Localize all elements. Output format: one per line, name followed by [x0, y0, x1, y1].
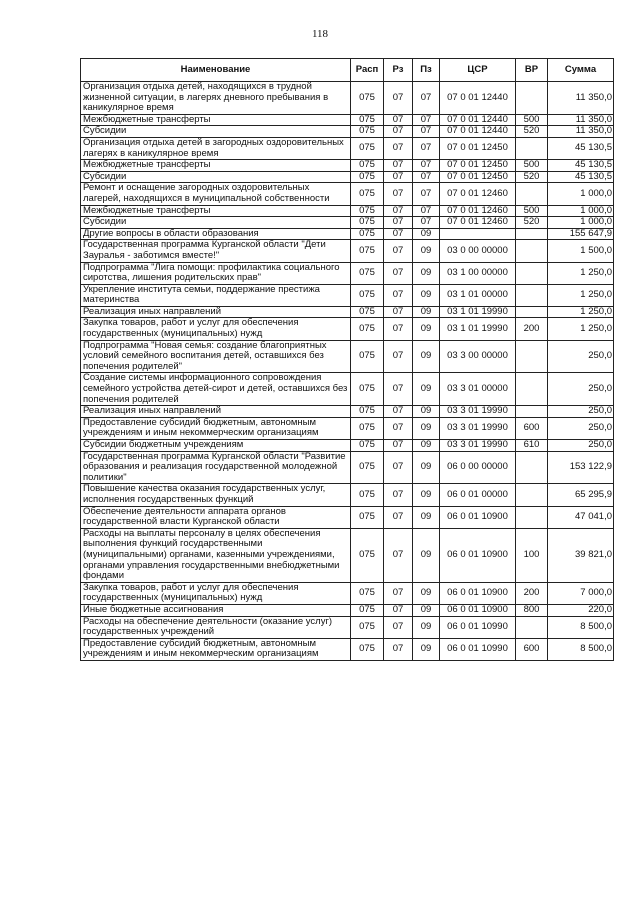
cell-csr: 06 0 01 00000	[440, 484, 516, 506]
table-row	[81, 451, 614, 484]
cell-csr: 07 0 01 12460	[440, 205, 516, 217]
cell-pz: 09	[413, 638, 440, 660]
table-row	[81, 137, 614, 159]
cell-pz: 09	[413, 506, 440, 528]
cell-pz: 09	[413, 417, 440, 439]
cell-name: Подпрограмма "Лига помощи: профилактика социального сиротства, лишения родительских прав"	[81, 262, 351, 284]
cell-name: Субсидии	[81, 126, 351, 138]
cell-csr: 07 0 01 12440	[440, 126, 516, 138]
table-row	[81, 440, 614, 452]
cell-rz: 07	[384, 604, 413, 616]
cell-vr	[516, 451, 548, 484]
header-pz: Пз	[413, 59, 440, 82]
cell-csr: 03 3 01 19990	[440, 406, 516, 418]
cell-csr	[440, 228, 516, 240]
cell-name: Реализация иных направлений	[81, 306, 351, 318]
cell-vr: 100	[516, 528, 548, 582]
table-row	[81, 616, 614, 638]
cell-rz: 07	[384, 137, 413, 159]
cell-csr: 03 3 01 19990	[440, 440, 516, 452]
cell-vr	[516, 616, 548, 638]
cell-name: Субсидии	[81, 171, 351, 183]
cell-name: Обеспечение деятельности аппарата органов государственной власти Курганской области	[81, 506, 351, 528]
cell-csr: 06 0 01 10900	[440, 528, 516, 582]
cell-csr: 07 0 01 12460	[440, 183, 516, 205]
table-row	[81, 638, 614, 660]
cell-rz: 07	[384, 171, 413, 183]
cell-vr: 200	[516, 318, 548, 340]
header-rasp: Расп	[351, 59, 384, 82]
cell-name: Укрепление института семьи, поддержание престижа материнства	[81, 284, 351, 306]
cell-pz: 07	[413, 126, 440, 138]
table-row	[81, 228, 614, 240]
cell-sum: 250,0	[548, 340, 614, 373]
cell-pz: 09	[413, 318, 440, 340]
cell-rasp: 075	[351, 114, 384, 126]
cell-pz: 07	[413, 160, 440, 172]
cell-vr	[516, 228, 548, 240]
cell-rz: 07	[384, 528, 413, 582]
table-row	[81, 171, 614, 183]
cell-rz: 07	[384, 582, 413, 604]
cell-name: Расходы на обеспечение деятельности (оказание услуг) государственных учреждений	[81, 616, 351, 638]
cell-rasp: 075	[351, 217, 384, 229]
cell-rz: 07	[384, 160, 413, 172]
cell-rasp: 075	[351, 340, 384, 373]
cell-pz: 09	[413, 306, 440, 318]
cell-vr	[516, 240, 548, 262]
cell-rasp: 075	[351, 484, 384, 506]
cell-rasp: 075	[351, 406, 384, 418]
cell-csr: 03 3 01 00000	[440, 373, 516, 406]
cell-name: Создание системы информационного сопровождения семейного устройства детей-сирот и детей, оставшихся без попечения родителей	[81, 373, 351, 406]
cell-rz: 07	[384, 506, 413, 528]
cell-sum: 250,0	[548, 417, 614, 439]
cell-sum: 39 821,0	[548, 528, 614, 582]
cell-name: Закупка товаров, работ и услуг для обеспечения государственных (муниципальных) нужд	[81, 318, 351, 340]
table-row	[81, 604, 614, 616]
cell-rz: 07	[384, 417, 413, 439]
cell-pz: 09	[413, 528, 440, 582]
cell-rasp: 075	[351, 318, 384, 340]
cell-pz: 09	[413, 406, 440, 418]
cell-rz: 07	[384, 616, 413, 638]
cell-name: Закупка товаров, работ и услуг для обеспечения государственных (муниципальных) нужд	[81, 582, 351, 604]
cell-rasp: 075	[351, 373, 384, 406]
cell-csr: 07 0 01 12440	[440, 82, 516, 115]
header-vr: ВР	[516, 59, 548, 82]
cell-rz: 07	[384, 114, 413, 126]
cell-rasp: 075	[351, 417, 384, 439]
cell-vr: 520	[516, 217, 548, 229]
cell-sum: 47 041,0	[548, 506, 614, 528]
cell-csr: 06 0 00 00000	[440, 451, 516, 484]
cell-rasp: 075	[351, 284, 384, 306]
cell-csr: 07 0 01 12450	[440, 171, 516, 183]
cell-csr: 07 0 01 12450	[440, 160, 516, 172]
table-header-row	[81, 59, 614, 82]
cell-rz: 07	[384, 451, 413, 484]
cell-sum: 11 350,0	[548, 126, 614, 138]
cell-vr	[516, 484, 548, 506]
cell-vr: 800	[516, 604, 548, 616]
cell-rz: 07	[384, 183, 413, 205]
cell-sum: 8 500,0	[548, 616, 614, 638]
cell-rasp: 075	[351, 440, 384, 452]
cell-rz: 07	[384, 373, 413, 406]
cell-vr	[516, 406, 548, 418]
cell-rz: 07	[384, 126, 413, 138]
cell-sum: 45 130,5	[548, 171, 614, 183]
header-rz: Рз	[384, 59, 413, 82]
cell-name: Другие вопросы в области образования	[81, 228, 351, 240]
cell-vr	[516, 183, 548, 205]
cell-name: Ремонт и оснащение загородных оздоровительных лагерей, находящихся в муниципальной собственности	[81, 183, 351, 205]
cell-sum: 45 130,5	[548, 137, 614, 159]
cell-vr: 200	[516, 582, 548, 604]
cell-rz: 07	[384, 284, 413, 306]
cell-name: Организация отдыха детей в загородных оздоровительных лагерях в каникулярное время	[81, 137, 351, 159]
cell-pz: 07	[413, 183, 440, 205]
cell-rz: 07	[384, 440, 413, 452]
table-row	[81, 183, 614, 205]
cell-rz: 07	[384, 205, 413, 217]
header-name: Наименование	[81, 59, 351, 82]
header-csr: ЦСР	[440, 59, 516, 82]
cell-vr	[516, 340, 548, 373]
cell-csr: 06 0 01 10900	[440, 506, 516, 528]
cell-rz: 07	[384, 484, 413, 506]
cell-pz: 07	[413, 137, 440, 159]
cell-csr: 03 0 00 00000	[440, 240, 516, 262]
cell-rasp: 075	[351, 228, 384, 240]
cell-sum: 250,0	[548, 406, 614, 418]
cell-vr	[516, 306, 548, 318]
cell-rasp: 075	[351, 451, 384, 484]
cell-pz: 09	[413, 340, 440, 373]
table-row	[81, 284, 614, 306]
table-row	[81, 484, 614, 506]
table-row	[81, 506, 614, 528]
cell-rz: 07	[384, 262, 413, 284]
cell-pz: 09	[413, 228, 440, 240]
cell-pz: 07	[413, 82, 440, 115]
cell-sum: 1 250,0	[548, 284, 614, 306]
table-row	[81, 528, 614, 582]
cell-rz: 07	[384, 406, 413, 418]
cell-rz: 07	[384, 638, 413, 660]
cell-pz: 07	[413, 171, 440, 183]
cell-rz: 07	[384, 82, 413, 115]
cell-rasp: 075	[351, 205, 384, 217]
cell-pz: 09	[413, 604, 440, 616]
cell-rz: 07	[384, 228, 413, 240]
cell-pz: 09	[413, 373, 440, 406]
cell-csr: 03 3 01 19990	[440, 417, 516, 439]
cell-pz: 09	[413, 440, 440, 452]
cell-pz: 07	[413, 114, 440, 126]
table-row	[81, 126, 614, 138]
cell-name: Расходы на выплаты персоналу в целях обеспечения выполнения функций государственными (муниципальными) органами, казенными учреждениями, органами управления государственными внебюджетными фондами	[81, 528, 351, 582]
cell-rz: 07	[384, 340, 413, 373]
cell-name: Организация отдыха детей, находящихся в трудной жизненной ситуации, в лагерях дневного пребывания в каникулярное время	[81, 82, 351, 115]
cell-vr	[516, 373, 548, 406]
cell-rasp: 075	[351, 82, 384, 115]
cell-pz: 09	[413, 240, 440, 262]
table-row	[81, 582, 614, 604]
cell-csr: 07 0 01 12450	[440, 137, 516, 159]
table-row	[81, 82, 614, 115]
cell-name: Подпрограмма "Новая семья: создание благоприятных условий семейного воспитания детей, оставшихся без попечения родителей"	[81, 340, 351, 373]
cell-sum: 1 250,0	[548, 306, 614, 318]
cell-pz: 09	[413, 284, 440, 306]
cell-csr: 03 1 00 00000	[440, 262, 516, 284]
cell-name: Межбюджетные трансферты	[81, 114, 351, 126]
cell-csr: 03 1 01 00000	[440, 284, 516, 306]
cell-sum: 11 350,0	[548, 82, 614, 115]
cell-name: Государственная программа Курганской области "Дети Зауралья - заботимся вместе!"	[81, 240, 351, 262]
cell-rasp: 075	[351, 183, 384, 205]
table-row	[81, 306, 614, 318]
cell-rasp: 075	[351, 604, 384, 616]
cell-name: Межбюджетные трансферты	[81, 205, 351, 217]
table-row	[81, 217, 614, 229]
cell-rasp: 075	[351, 616, 384, 638]
cell-vr: 500	[516, 160, 548, 172]
cell-sum: 250,0	[548, 440, 614, 452]
cell-vr: 600	[516, 417, 548, 439]
cell-csr: 06 0 01 10990	[440, 638, 516, 660]
cell-sum: 153 122,9	[548, 451, 614, 484]
table-row	[81, 240, 614, 262]
cell-vr	[516, 506, 548, 528]
cell-rasp: 075	[351, 528, 384, 582]
cell-rasp: 075	[351, 137, 384, 159]
cell-sum: 45 130,5	[548, 160, 614, 172]
cell-sum: 7 000,0	[548, 582, 614, 604]
cell-sum: 155 647,9	[548, 228, 614, 240]
cell-sum: 11 350,0	[548, 114, 614, 126]
cell-vr: 520	[516, 171, 548, 183]
table-row	[81, 318, 614, 340]
cell-name: Иные бюджетные ассигнования	[81, 604, 351, 616]
cell-rasp: 075	[351, 171, 384, 183]
cell-pz: 09	[413, 616, 440, 638]
table-row	[81, 262, 614, 284]
cell-csr: 06 0 01 10900	[440, 582, 516, 604]
cell-rasp: 075	[351, 638, 384, 660]
table-row	[81, 114, 614, 126]
cell-pz: 07	[413, 217, 440, 229]
cell-name: Субсидии	[81, 217, 351, 229]
cell-vr: 610	[516, 440, 548, 452]
cell-name: Повышение качества оказания государственных услуг, исполнения государственных функций	[81, 484, 351, 506]
cell-vr: 500	[516, 114, 548, 126]
cell-pz: 09	[413, 582, 440, 604]
cell-pz: 09	[413, 451, 440, 484]
cell-rz: 07	[384, 318, 413, 340]
cell-rasp: 075	[351, 240, 384, 262]
cell-name: Межбюджетные трансферты	[81, 160, 351, 172]
page-number: 118	[311, 28, 329, 40]
cell-name: Предоставление субсидий бюджетным, автономным учреждениям и иным некоммерческим организациям	[81, 417, 351, 439]
cell-vr: 600	[516, 638, 548, 660]
cell-sum: 65 295,9	[548, 484, 614, 506]
cell-vr	[516, 137, 548, 159]
header-sum: Сумма	[548, 59, 614, 82]
cell-sum: 8 500,0	[548, 638, 614, 660]
cell-vr	[516, 284, 548, 306]
cell-rz: 07	[384, 217, 413, 229]
table-row	[81, 205, 614, 217]
cell-csr: 03 1 01 19990	[440, 306, 516, 318]
cell-sum: 1 000,0	[548, 183, 614, 205]
cell-rasp: 075	[351, 582, 384, 604]
cell-sum: 1 000,0	[548, 217, 614, 229]
cell-vr: 520	[516, 126, 548, 138]
cell-sum: 220,0	[548, 604, 614, 616]
cell-pz: 07	[413, 205, 440, 217]
cell-vr	[516, 262, 548, 284]
cell-vr	[516, 82, 548, 115]
cell-rz: 07	[384, 240, 413, 262]
cell-pz: 09	[413, 262, 440, 284]
cell-rasp: 075	[351, 126, 384, 138]
table-row	[81, 406, 614, 418]
cell-rasp: 075	[351, 262, 384, 284]
cell-sum: 250,0	[548, 373, 614, 406]
table-row	[81, 340, 614, 373]
budget-table	[80, 58, 614, 661]
table-row	[81, 373, 614, 406]
cell-name: Реализация иных направлений	[81, 406, 351, 418]
cell-sum: 1 250,0	[548, 262, 614, 284]
cell-rasp: 075	[351, 306, 384, 318]
table-row	[81, 160, 614, 172]
cell-csr: 03 1 01 19990	[440, 318, 516, 340]
cell-csr: 07 0 01 12440	[440, 114, 516, 126]
cell-pz: 09	[413, 484, 440, 506]
cell-rasp: 075	[351, 506, 384, 528]
cell-name: Предоставление субсидий бюджетным, автономным учреждениям и иным некоммерческим организациям	[81, 638, 351, 660]
cell-csr: 03 3 00 00000	[440, 340, 516, 373]
cell-rasp: 075	[351, 160, 384, 172]
cell-rz: 07	[384, 306, 413, 318]
cell-csr: 06 0 01 10990	[440, 616, 516, 638]
cell-sum: 1 250,0	[548, 318, 614, 340]
cell-name: Государственная программа Курганской области "Развитие образования и реализация государственной молодежной политики"	[81, 451, 351, 484]
table-row	[81, 417, 614, 439]
cell-sum: 1 000,0	[548, 205, 614, 217]
cell-vr: 500	[516, 205, 548, 217]
cell-name: Субсидии бюджетным учреждениям	[81, 440, 351, 452]
cell-csr: 07 0 01 12460	[440, 217, 516, 229]
cell-csr: 06 0 01 10900	[440, 604, 516, 616]
cell-sum: 1 500,0	[548, 240, 614, 262]
